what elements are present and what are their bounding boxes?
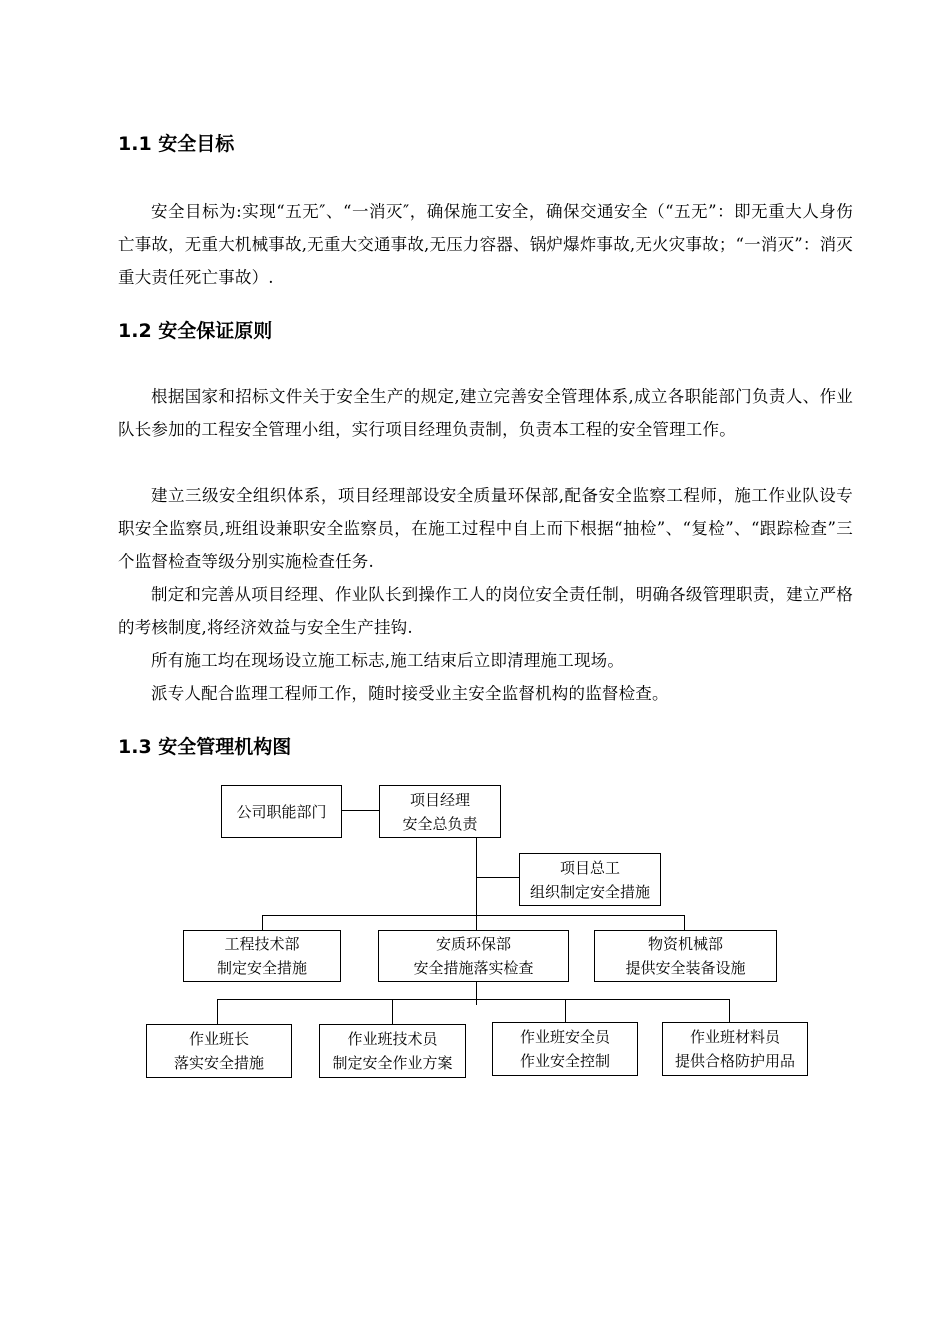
connector-team-tech <box>392 999 393 1024</box>
paragraph-principle-2: 建立三级安全组织体系，项目经理部设安全质量环保部,配备安全监察工程师，施工作业队设专职安全监察员,班组设兼职安全监察员，在施工过程中自上而下根据“抽检”、“复检”、“跟踪检查”三个监督检查等级分别实施检查任务. <box>118 486 853 571</box>
org-box-team-materials-officer <box>662 1022 808 1076</box>
org-box-engineering-dept <box>183 930 341 982</box>
org-box-title: 安质环保部 <box>435 935 511 953</box>
org-box-role: 提供安全装备设施 <box>625 959 746 977</box>
org-box-label: 公司职能部门 <box>236 802 327 821</box>
section-heading-safety-goals: 1.1 安全目标 <box>118 133 235 155</box>
paragraph-safety-goals: 安全目标为:实现“五无″、“一消灭″，确保施工安全，确保交通安全（“五无”：即无重大人身伤亡事故，无重大机械事故,无重大交通事故,无压力容器、锅炉爆炸事故,无火灾事故；“一消灭”：消灭重大责任死亡事故）. <box>118 202 854 287</box>
org-box-team-technician <box>319 1024 466 1078</box>
org-box-project-manager <box>379 785 501 838</box>
connector-company-pm <box>341 810 379 811</box>
org-box-title: 物资机械部 <box>647 935 723 953</box>
org-box-role: 提供合格防护用品 <box>674 1052 795 1070</box>
org-box-title: 作业班材料员 <box>689 1028 780 1046</box>
paragraph-principle-5: 派专人配合监理工程师工作，随时接受业主安全监督机构的监督检查。 <box>151 684 669 703</box>
org-box-team-safety-officer <box>492 1022 638 1076</box>
connector-team-material <box>729 999 730 1022</box>
connector-dept-eng <box>262 915 263 930</box>
connector-dept-bus <box>262 915 684 916</box>
org-box-title: 作业班长 <box>188 1030 249 1048</box>
org-box-title: 项目总工 <box>559 858 620 877</box>
org-box-role: 安全总负责 <box>402 814 478 833</box>
org-box-company-departments <box>221 785 342 838</box>
paragraph-principle-4: 所有施工均在现场设立施工标志,施工结束后立即清理施工现场。 <box>151 651 625 670</box>
org-box-role: 落实安全措施 <box>173 1054 264 1072</box>
org-box-role: 作业安全控制 <box>519 1052 610 1070</box>
section-heading-org-chart: 1.3 安全管理机构图 <box>118 736 292 758</box>
connector-team-leader <box>217 999 218 1024</box>
org-box-team-leader <box>146 1024 292 1078</box>
connector-team-safety <box>565 999 566 1022</box>
org-box-title: 作业班技术员 <box>347 1030 438 1048</box>
org-box-role: 组织制定安全措施 <box>529 882 650 901</box>
org-box-safety-quality-dept <box>378 930 569 982</box>
paragraph-principle-1: 根据国家和招标文件关于安全生产的规定,建立完善安全管理体系,成立各职能部门负责人、作业队长参加的工程安全管理小组，实行项目经理负责制，负责本工程的安全管理工作。 <box>118 387 853 439</box>
section-heading-safety-principles: 1.2 安全保证原则 <box>118 320 273 342</box>
connector-dept-material <box>684 915 685 930</box>
org-box-title: 作业班安全员 <box>519 1028 610 1046</box>
connector-team-bus <box>217 999 729 1000</box>
org-box-role: 制定安全作业方案 <box>332 1054 453 1072</box>
org-box-title: 项目经理 <box>409 790 470 809</box>
org-box-role: 安全措施落实检查 <box>413 959 534 977</box>
org-box-materials-dept <box>594 930 777 982</box>
paragraph-principle-3: 制定和完善从项目经理、作业队长到操作工人的岗位安全责任制，明确各级管理职责，建立严格的考核制度,将经济效益与安全生产挂钩. <box>118 585 853 637</box>
org-box-title: 工程技术部 <box>224 935 300 953</box>
org-box-role: 制定安全措施 <box>216 959 307 977</box>
connector-chief-engineer <box>476 877 519 878</box>
org-box-chief-engineer <box>519 853 661 906</box>
